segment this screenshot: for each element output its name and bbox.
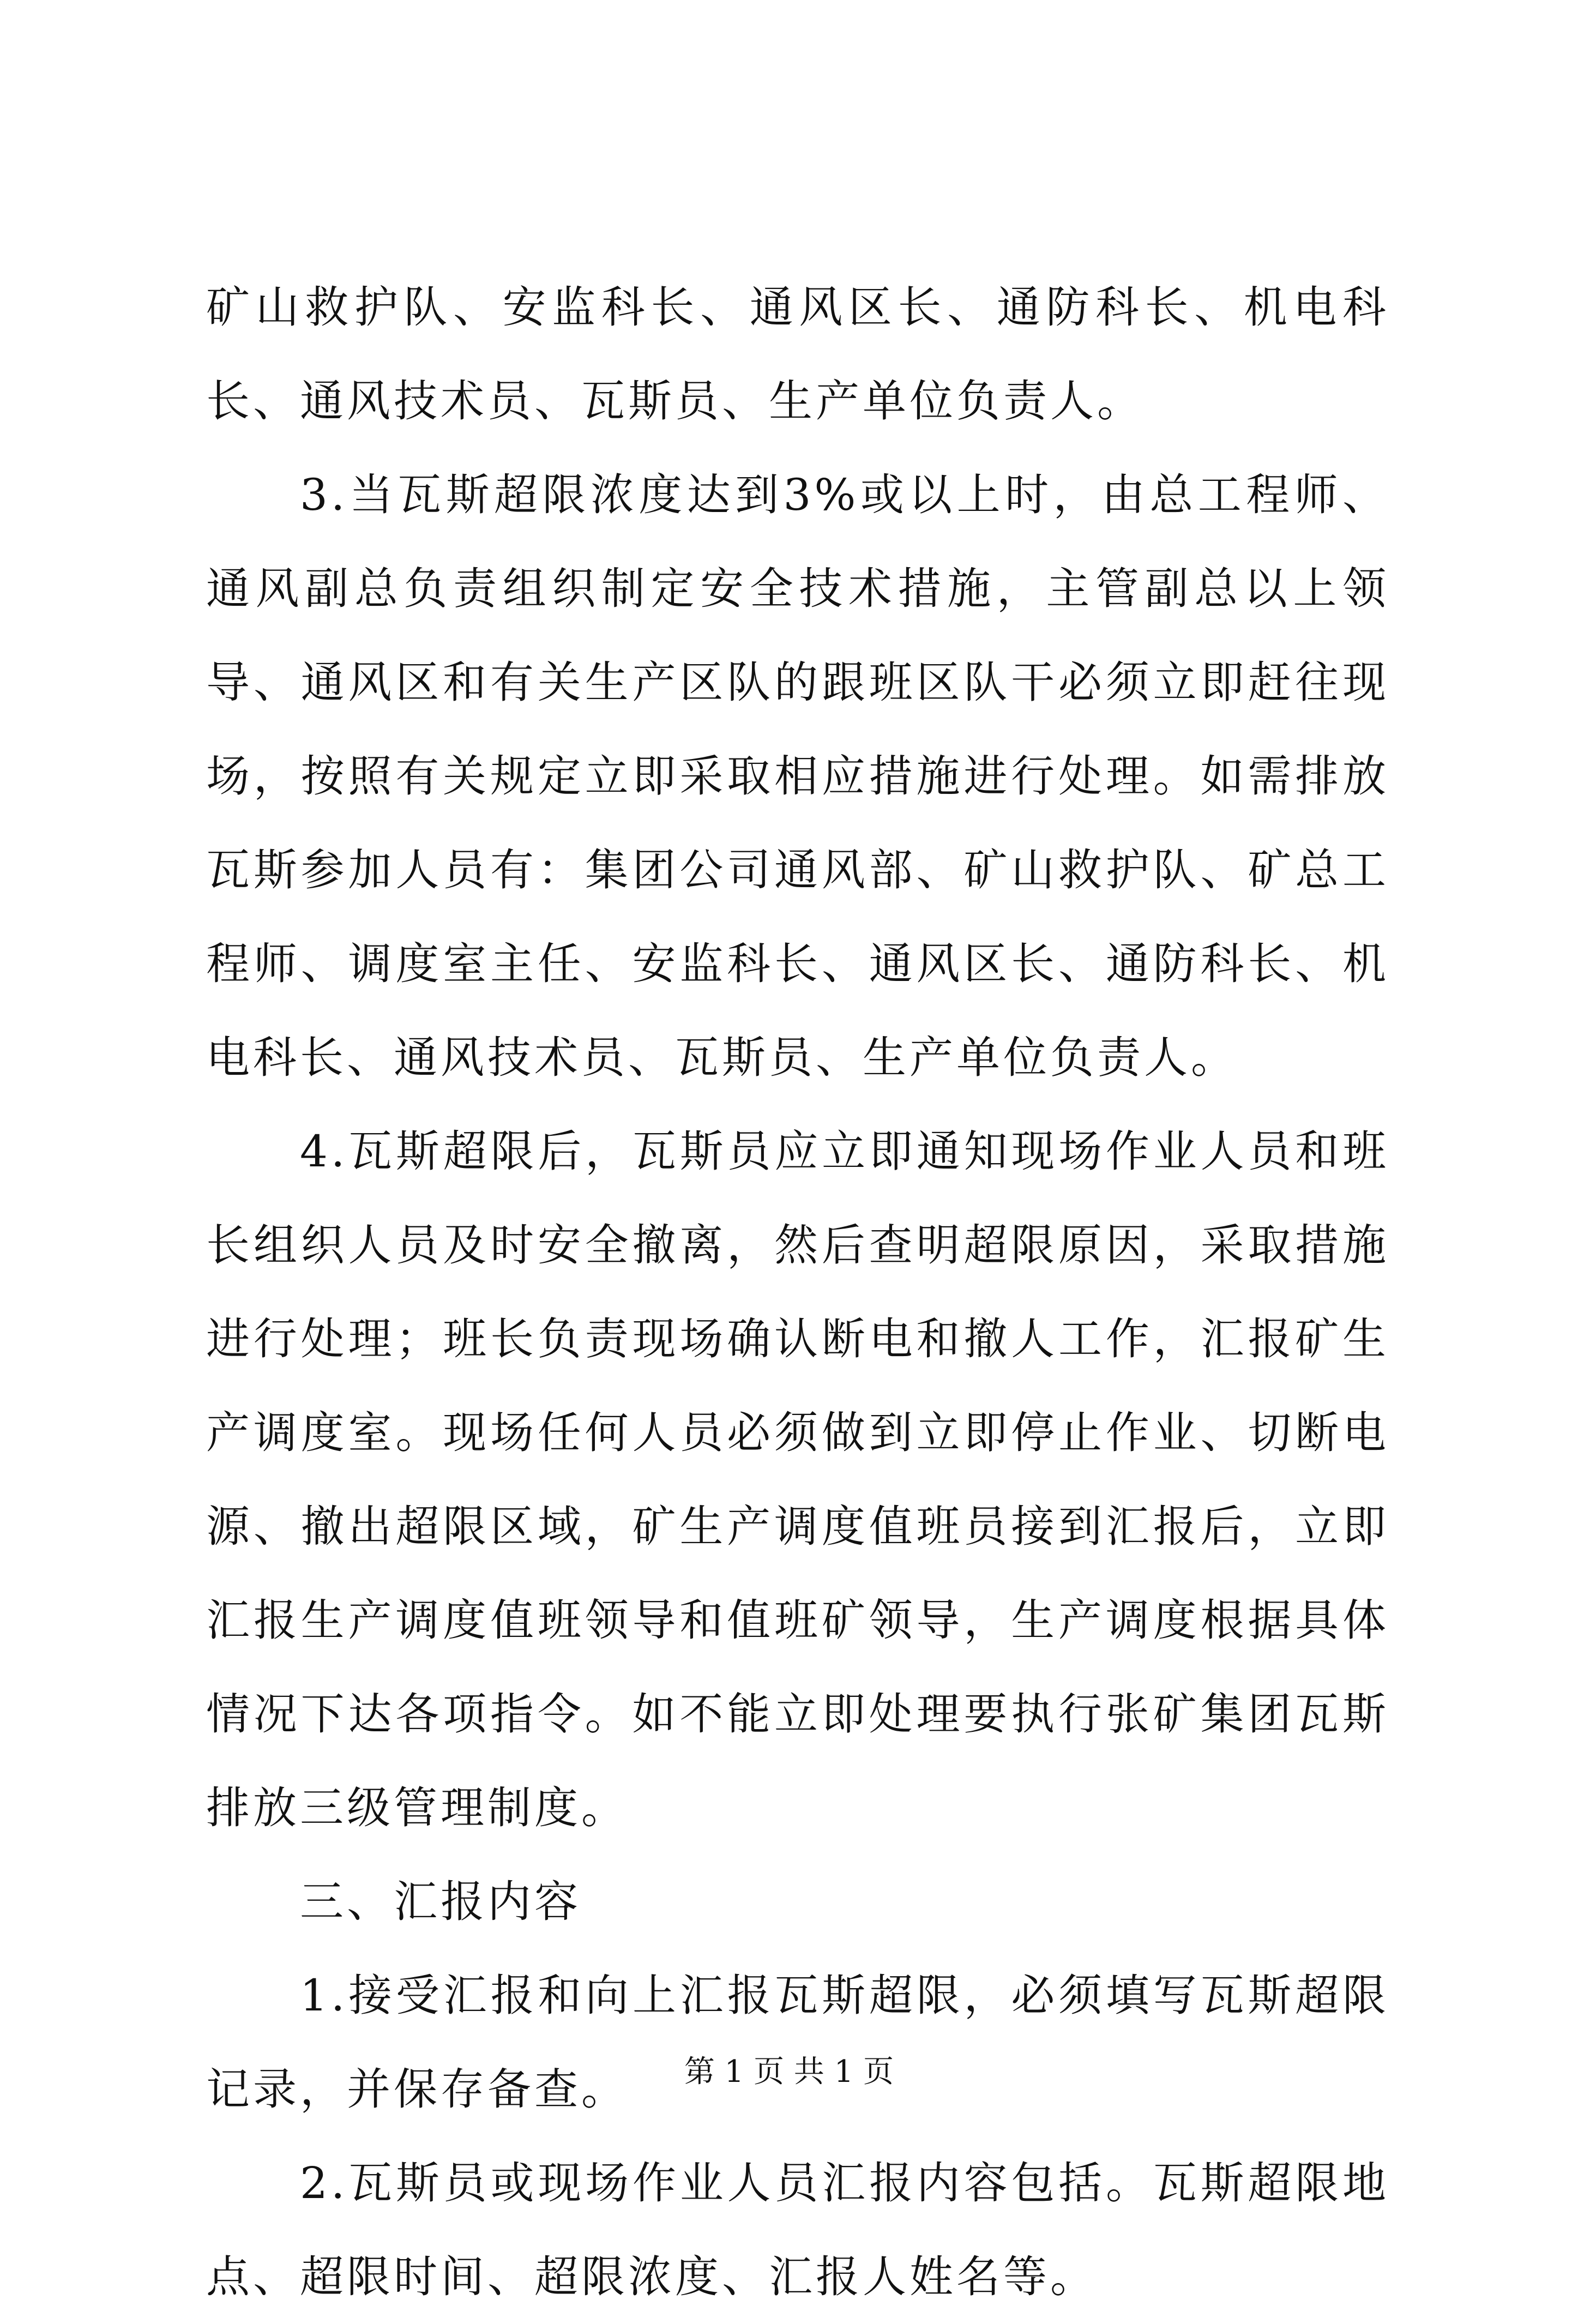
paragraph-report-item-2: 2.瓦斯员或现场作业人员汇报内容包括。瓦斯超限地点、超限时间、超限浓度、汇报人姓名等。	[206, 2158, 1389, 2302]
document-body	[206, 261, 1389, 2324]
page-number-footer: 第 1 页 共 1 页	[684, 2054, 894, 2090]
paragraph-report-item-1: 1.接受汇报和向上汇报瓦斯超限，必须填写瓦斯超限记录，并保存备查。	[206, 1970, 1389, 2115]
paragraph-item-3: 3.当瓦斯超限浓度达到3%或以上时，由总工程师、通风副总负责组织制定安全技术措施，主管副总以上领导、通风区和有关生产区队的跟班区队干必须立即赶往现场，按照有关规定立即采取相应措施进行处理。如需排放瓦斯参加人员有：集团公司通风部、矿山救护队、矿总工程师、调度室主任、安监科长、通风区长、通防科长、机电科长、通风技术员、瓦斯员、生产单位负责人。	[206, 469, 1389, 1083]
section-heading-report-content: 三、汇报内容	[300, 1876, 581, 1927]
paragraph-continuation: 矿山救护队、安监科长、通风区长、通防科长、机电科长、通风技术员、瓦斯员、生产单位负责人。	[206, 282, 1389, 426]
paragraph-item-4: 4.瓦斯超限后，瓦斯员应立即通知现场作业人员和班长组织人员及时安全撤离，然后查明超限原因，采取措施进行处理；班长负责现场确认断电和撤人工作，汇报矿生产调度室。现场任何人员必须做到立即停止作业、切断电源、撤出超限区域，矿生产调度值班员接到汇报后，立即汇报生产调度值班领导和值班矿领导，生产调度根据具体情况下达各项指令。如不能立即处理要执行张矿集团瓦斯排放三级管理制度。	[206, 1126, 1389, 1833]
